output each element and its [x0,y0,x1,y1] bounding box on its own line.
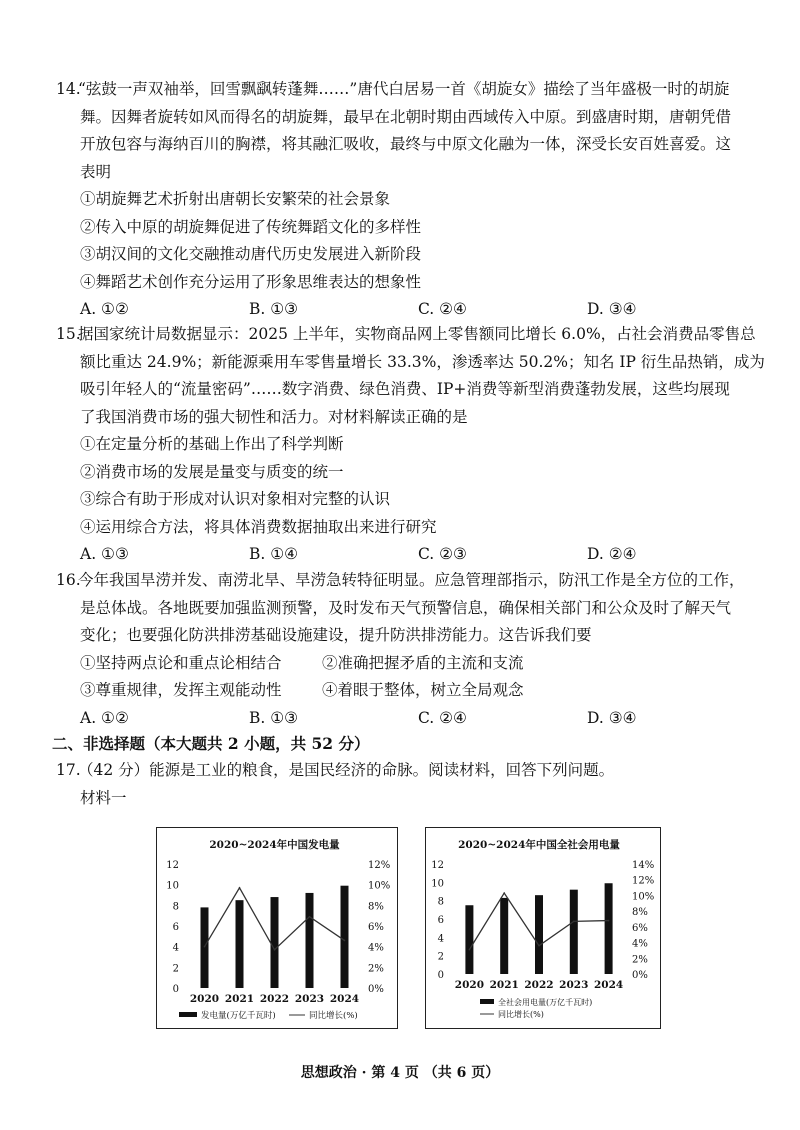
y-left-tick-label: 6 [172,922,179,933]
bar [570,890,578,974]
x-tick-label: 2024 [593,979,624,991]
option-b: B. ①③ [249,300,299,318]
y-right-tick-label: 8% [632,907,648,919]
question-number: 17. [56,761,81,779]
stem-line: 额比重达 24.9%；新能源乘用车零售量增长 33.3%，渗透率达 50.2%；知名 IP 衍生品热销，成为 [80,352,765,371]
bar [500,898,508,974]
y-left-tick-label: 8 [172,901,179,913]
y-left-tick-label: 10 [431,878,444,890]
y-right-tick-label: 6% [368,922,384,933]
chart-power-generation [156,827,398,1029]
bar [236,900,244,988]
x-tick-label: 2020 [189,993,220,1005]
statement-item: ①坚持两点论和重点论相结合 [80,653,282,672]
statement-row [56,677,756,705]
y-left-tick-label: 10 [166,880,179,892]
legend-bar-swatch [480,999,494,1004]
x-tick-label: 2023 [294,993,325,1005]
option-c: C. ②④ [418,300,467,318]
x-tick-label: 2022 [524,979,554,991]
legend-bar-swatch [179,1012,197,1017]
y-right-tick-label: 0% [368,984,384,995]
statement-item: ④运用综合方法，将具体消费数据抽取出来进行研究 [80,517,437,536]
y-right-tick-label: 2% [368,963,384,975]
legend-bar-label: 发电量(万亿千瓦时) [201,1011,276,1021]
line-point [239,887,241,889]
stem-line: 变化；也要强化防洪排涝基础设施建设，提升防洪排涝能力。这告诉我们要 [80,626,592,644]
x-tick-label: 2023 [559,979,589,991]
y-right-tick-label: 12% [632,875,655,887]
question-17 [56,757,756,812]
page-footer: 思想政治 · 第 4 页 （共 6 页） [300,1065,500,1081]
question-14 [56,76,756,324]
legend-bar-label: 全社会用电量(万亿千瓦时) [498,998,593,1007]
bar [341,886,349,988]
chart-title: 2020~2024年中国发电量 [209,839,340,851]
x-tick-label: 2021 [489,979,519,991]
chart-title: 2020~2024年中国全社会用电量 [458,839,620,851]
stem-line: 吸引年轻人的“流量密码”……数字消费、绿色消费、IP+消费等新型消费蓬勃发展，这些均展现 [80,380,730,398]
y-right-tick-label: 4% [368,942,384,954]
stem-line: 据国家统计局数据显示：2025 上半年，实物商品网上零售额同比增长 6.0%，占社会消费品零售总 [78,325,756,343]
question-stem: （42 分）能源是工业的粮食，是国民经济的命脉。阅读材料，回答下列问题。 [78,761,615,779]
statement-item: ②传入中原的胡旋舞促进了传统舞蹈文化的多样性 [80,217,422,236]
y-left-tick-label: 4 [437,933,444,945]
option-b: B. ①④ [249,545,299,563]
statement-row [56,650,756,678]
stem-line: 是总体战。各地既要加强监测预警，及时发布天气预警信息，确保相关部门和公众及时了解天气 [80,598,732,617]
line-point [309,916,311,918]
y-left-tick-label: 6 [437,915,444,926]
option-d: D. ③④ [587,300,637,318]
bar [535,895,543,974]
line-point [469,949,471,951]
y-left-tick-label: 2 [172,963,179,975]
line-point [538,945,540,947]
statement-item: ④舞蹈艺术创作充分运用了形象思维表达的想象性 [80,272,422,291]
line-point [274,949,276,951]
statement-item: ③胡汉间的文化交融推动唐代历史发展进入新阶段 [80,245,422,263]
option-d: D. ③④ [587,708,637,727]
y-left-tick-label: 12 [431,860,444,871]
chart-svg [426,828,660,1028]
stem-line: 表明 [80,162,112,181]
answer-options [56,296,756,324]
x-tick-label: 2024 [329,993,360,1005]
y-left-tick-label: 8 [437,896,444,908]
y-left-tick-label: 2 [437,951,444,963]
line-point [608,920,610,922]
material-label: 材料一 [80,788,127,807]
y-right-tick-label: 8% [368,901,384,913]
option-c: C. ②③ [418,545,467,563]
y-right-tick-label: 6% [632,922,648,934]
y-right-tick-label: 2% [632,954,648,966]
stem-line: “弦鼓一声双袖举，回雪飘飖转蓬舞……”唐代白居易一首《胡旋女》描绘了当年盛极一时的胡旋 [78,80,730,98]
bar [605,883,613,974]
answer-options [56,541,756,569]
option-a: A. ①② [80,708,129,727]
question-16 [56,567,756,732]
option-d: D. ②④ [587,545,637,563]
option-b: B. ①③ [249,708,299,727]
y-right-tick-label: 0% [632,970,648,981]
legend-line-label: 同比增长(%) [309,1011,358,1021]
chart-electricity-consumption [425,827,661,1029]
statement-item: ①胡旋舞艺术折射出唐朝长安繁荣的社会景象 [80,190,391,208]
y-right-tick-label: 14% [632,860,655,871]
option-c: C. ②④ [418,708,467,727]
statement-item: ②消费市场的发展是量变与质变的统一 [80,462,344,481]
legend-line-label: 同比增长(%) [498,1010,544,1019]
statement-item: ②准确把握矛盾的主流和支流 [322,653,524,672]
bar [201,907,209,988]
chart-svg [157,828,397,1028]
statement-item: ①在定量分析的基础上作出了科学判断 [80,435,344,453]
question-number: 14. [56,80,81,98]
x-tick-label: 2022 [259,993,290,1005]
answer-options [56,705,756,733]
question-number: 16. [56,571,81,589]
y-right-tick-label: 4% [632,938,648,950]
question-number: 15. [56,325,81,343]
option-a: A. ①③ [80,545,129,563]
stem-line: 开放包容与海纳百川的胸襟，将其融汇吸收，最终与中原文化融为一体，深受长安百姓喜爱。这 [80,135,732,153]
line-point [573,921,575,923]
statement-item: ③尊重规律，发挥主观能动性 [80,681,282,699]
line-point [204,946,206,948]
option-a: A. ①② [80,300,129,318]
x-tick-label: 2021 [224,993,255,1005]
y-right-tick-label: 10% [368,880,391,892]
stem-line: 了我国消费市场的强大韧性和活力。对材料解读正确的是 [80,407,468,426]
section-heading: 二、非选择题（本大题共 2 小题，共 52 分） [52,734,370,753]
y-right-tick-label: 10% [632,891,655,903]
bar [271,897,279,988]
y-left-tick-label: 12 [166,860,179,871]
y-left-tick-label: 0 [172,984,179,995]
statement-item: ④着眼于整体，树立全局观念 [322,681,524,699]
x-tick-label: 2020 [454,979,485,991]
line-point [344,940,346,942]
y-right-tick-label: 12% [368,860,391,871]
stem-line: 今年我国旱涝并发、南涝北旱、旱涝急转特征明显。应急管理部指示，防汛工作是全方位的工作， [78,571,745,589]
bar [465,905,473,974]
y-left-tick-label: 0 [437,970,444,981]
stem-line: 舞。因舞者旋转如风而得名的胡旋舞，最早在北朝时期由西域传入中原。到盛唐时期，唐朝凭借 [80,107,732,126]
bar [306,893,314,988]
line-point [503,892,505,894]
question-15 [56,321,765,569]
statement-item: ③综合有助于形成对认识对象相对完整的认识 [80,490,391,508]
y-left-tick-label: 4 [172,942,179,954]
